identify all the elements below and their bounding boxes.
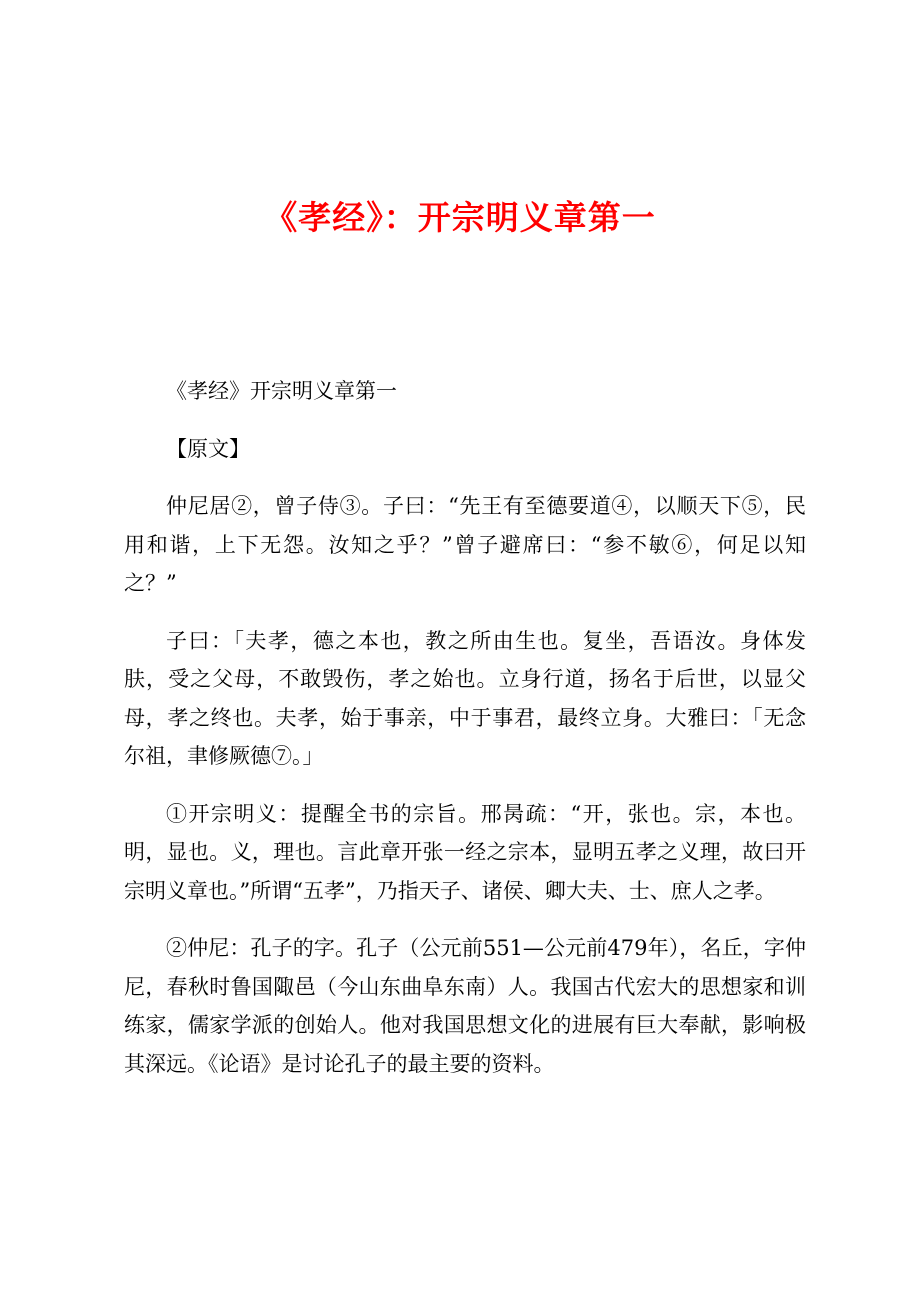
paragraph-note-2: ②仲尼：孔子的字。孔子（公元前551—公元前479年），名丘，字仲尼，春秋时鲁国陬邑（今山东曲阜东南）人。我国古代宏大的思想家和训练家，儒家学派的创始人。他对我国思想文化的进展有巨大奉献，影响极其深远。《论语》是讨论孔子的最主要的资料。 [124,936,806,1076]
paragraph-heading: 《孝经》开宗明义章第一 [166,379,397,403]
paragraph-section-label: 【原文】 [166,436,250,461]
document-body [124,372,806,1102]
paragraph-original-text-1: 仲尼居②，曾子侍③。子曰：“先王有至德要道④，以顺天下⑤，民用和谐，上下无怨。汝知之乎？”曾子避席曰：“参不敏⑥，何足以知之？” [124,494,806,595]
document-title: 《孝经》：开宗明义章第一 [264,198,656,237]
paragraph-note-1: ①开宗明义：提醒全书的宗旨。邢昺疏：“开，张也。宗，本也。明，显也。义，理也。言此章开张一经之宗本，显明五孝之义理，故曰开宗明义章也。”所谓“五孝”，乃指天子、诸侯、卿大夫、士、庶人之孝。 [124,801,806,903]
paragraph-original-text-2: 子曰：「夫孝，德之本也，教之所由生也。复坐，吾语汝。身体发肤，受之父母，不敢毁伤，孝之始也。立身行道，扬名于后世，以显父母，孝之终也。夫孝，始于事亲，中于事君，最终立身。大雅曰：「无念尔祖，聿修厥德⑦。」 [124,628,806,768]
